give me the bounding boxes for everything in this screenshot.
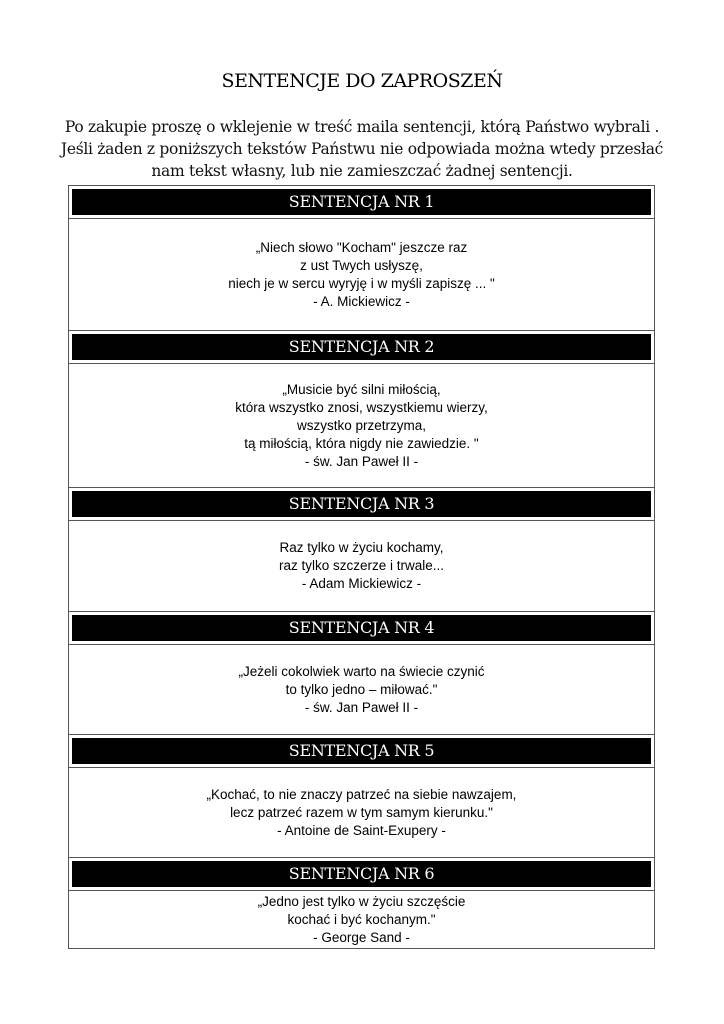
sentence-header-row	[69, 612, 654, 645]
sentence-author: - A. Mickiewicz -	[313, 293, 410, 309]
sentence-section-6	[69, 858, 654, 949]
sentence-line: „Jedno jest tylko w życiu szczęście	[257, 893, 466, 909]
sentence-line: kochać i być kochanym."	[287, 911, 436, 927]
sentence-body	[69, 219, 654, 330]
sentence-line: raz tylko szczerze i trwale...	[278, 558, 445, 573]
sentence-line: z ust Twych usłyszę,	[300, 257, 423, 273]
sentence-section-1	[69, 186, 654, 331]
sentence-header-row	[69, 331, 654, 364]
sentence-line: „Kochać, to nie znaczy patrzeć na siebie nawzajem,	[206, 786, 517, 802]
sentence-line: wszystko przetrzyma,	[296, 417, 427, 433]
sentence-header: SENTENCJA NR 3	[72, 491, 651, 517]
sentence-line: „Musicie być silni miłością,	[282, 381, 441, 397]
sentence-body	[69, 645, 654, 734]
sentence-author: - Antoine de Saint-Exupery -	[277, 822, 446, 838]
sentence-header-row	[69, 488, 654, 521]
intro-line: Po zakupie proszę o wklejenie w treść maila sentencji, którą Państwo wybrali .	[64, 118, 660, 136]
sentence-header-row	[69, 186, 654, 219]
sentence-author: - św. Jan Paweł II -	[304, 453, 419, 469]
sentence-line: niech je w sercu wyryję i w myśli zapiszę ... "	[228, 275, 495, 291]
sentence-section-3	[69, 488, 654, 612]
sentence-header-row	[69, 735, 654, 768]
sentence-body	[69, 768, 654, 857]
sentence-section-5	[69, 735, 654, 858]
sentence-header: SENTENCJA NR 5	[72, 738, 651, 764]
sentence-header: SENTENCJA NR 6	[72, 861, 651, 887]
sentence-line: która wszystko znosi, wszystkiemu wierzy,	[235, 399, 488, 415]
sentence-author: - George Sand -	[313, 929, 410, 945]
sentence-line: tą miłością, która nigdy nie zawiedzie. "	[244, 435, 479, 451]
sentence-header: SENTENCJA NR 4	[72, 615, 651, 641]
intro-paragraph	[60, 116, 664, 182]
sentences-table	[68, 185, 655, 949]
sentence-line: lecz patrzeć razem w tym samym kierunku."	[230, 804, 493, 820]
sentence-section-2	[69, 331, 654, 488]
sentence-line: „Niech słowo "Kocham" jeszcze raz	[255, 239, 468, 255]
sentence-author: - Adam Mickiewicz -	[301, 576, 422, 591]
sentence-body	[69, 521, 654, 611]
sentence-author: - św. Jan Paweł II -	[304, 699, 419, 715]
sentence-header-row	[69, 858, 654, 891]
sentence-body	[69, 364, 654, 487]
sentence-line: Raz tylko w życiu kochamy,	[279, 540, 444, 555]
intro-line: nam tekst własny, lub nie zamieszczać żadnej sentencji.	[151, 162, 573, 180]
sentence-body	[69, 891, 654, 948]
page-title: SENTENCJE DO ZAPROSZEŃ	[221, 70, 503, 92]
sentence-line: to tylko jedno – miłować."	[285, 681, 438, 697]
sentence-section-4	[69, 612, 654, 735]
sentence-header: SENTENCJA NR 2	[72, 334, 651, 360]
intro-line: Jeśli żaden z poniższych tekstów Państwu nie odpowiada można wtedy przesłać	[60, 140, 664, 158]
sentence-line: „Jeżeli cokolwiek warto na świecie czynić	[238, 663, 485, 679]
sentence-header: SENTENCJA NR 1	[72, 189, 651, 215]
